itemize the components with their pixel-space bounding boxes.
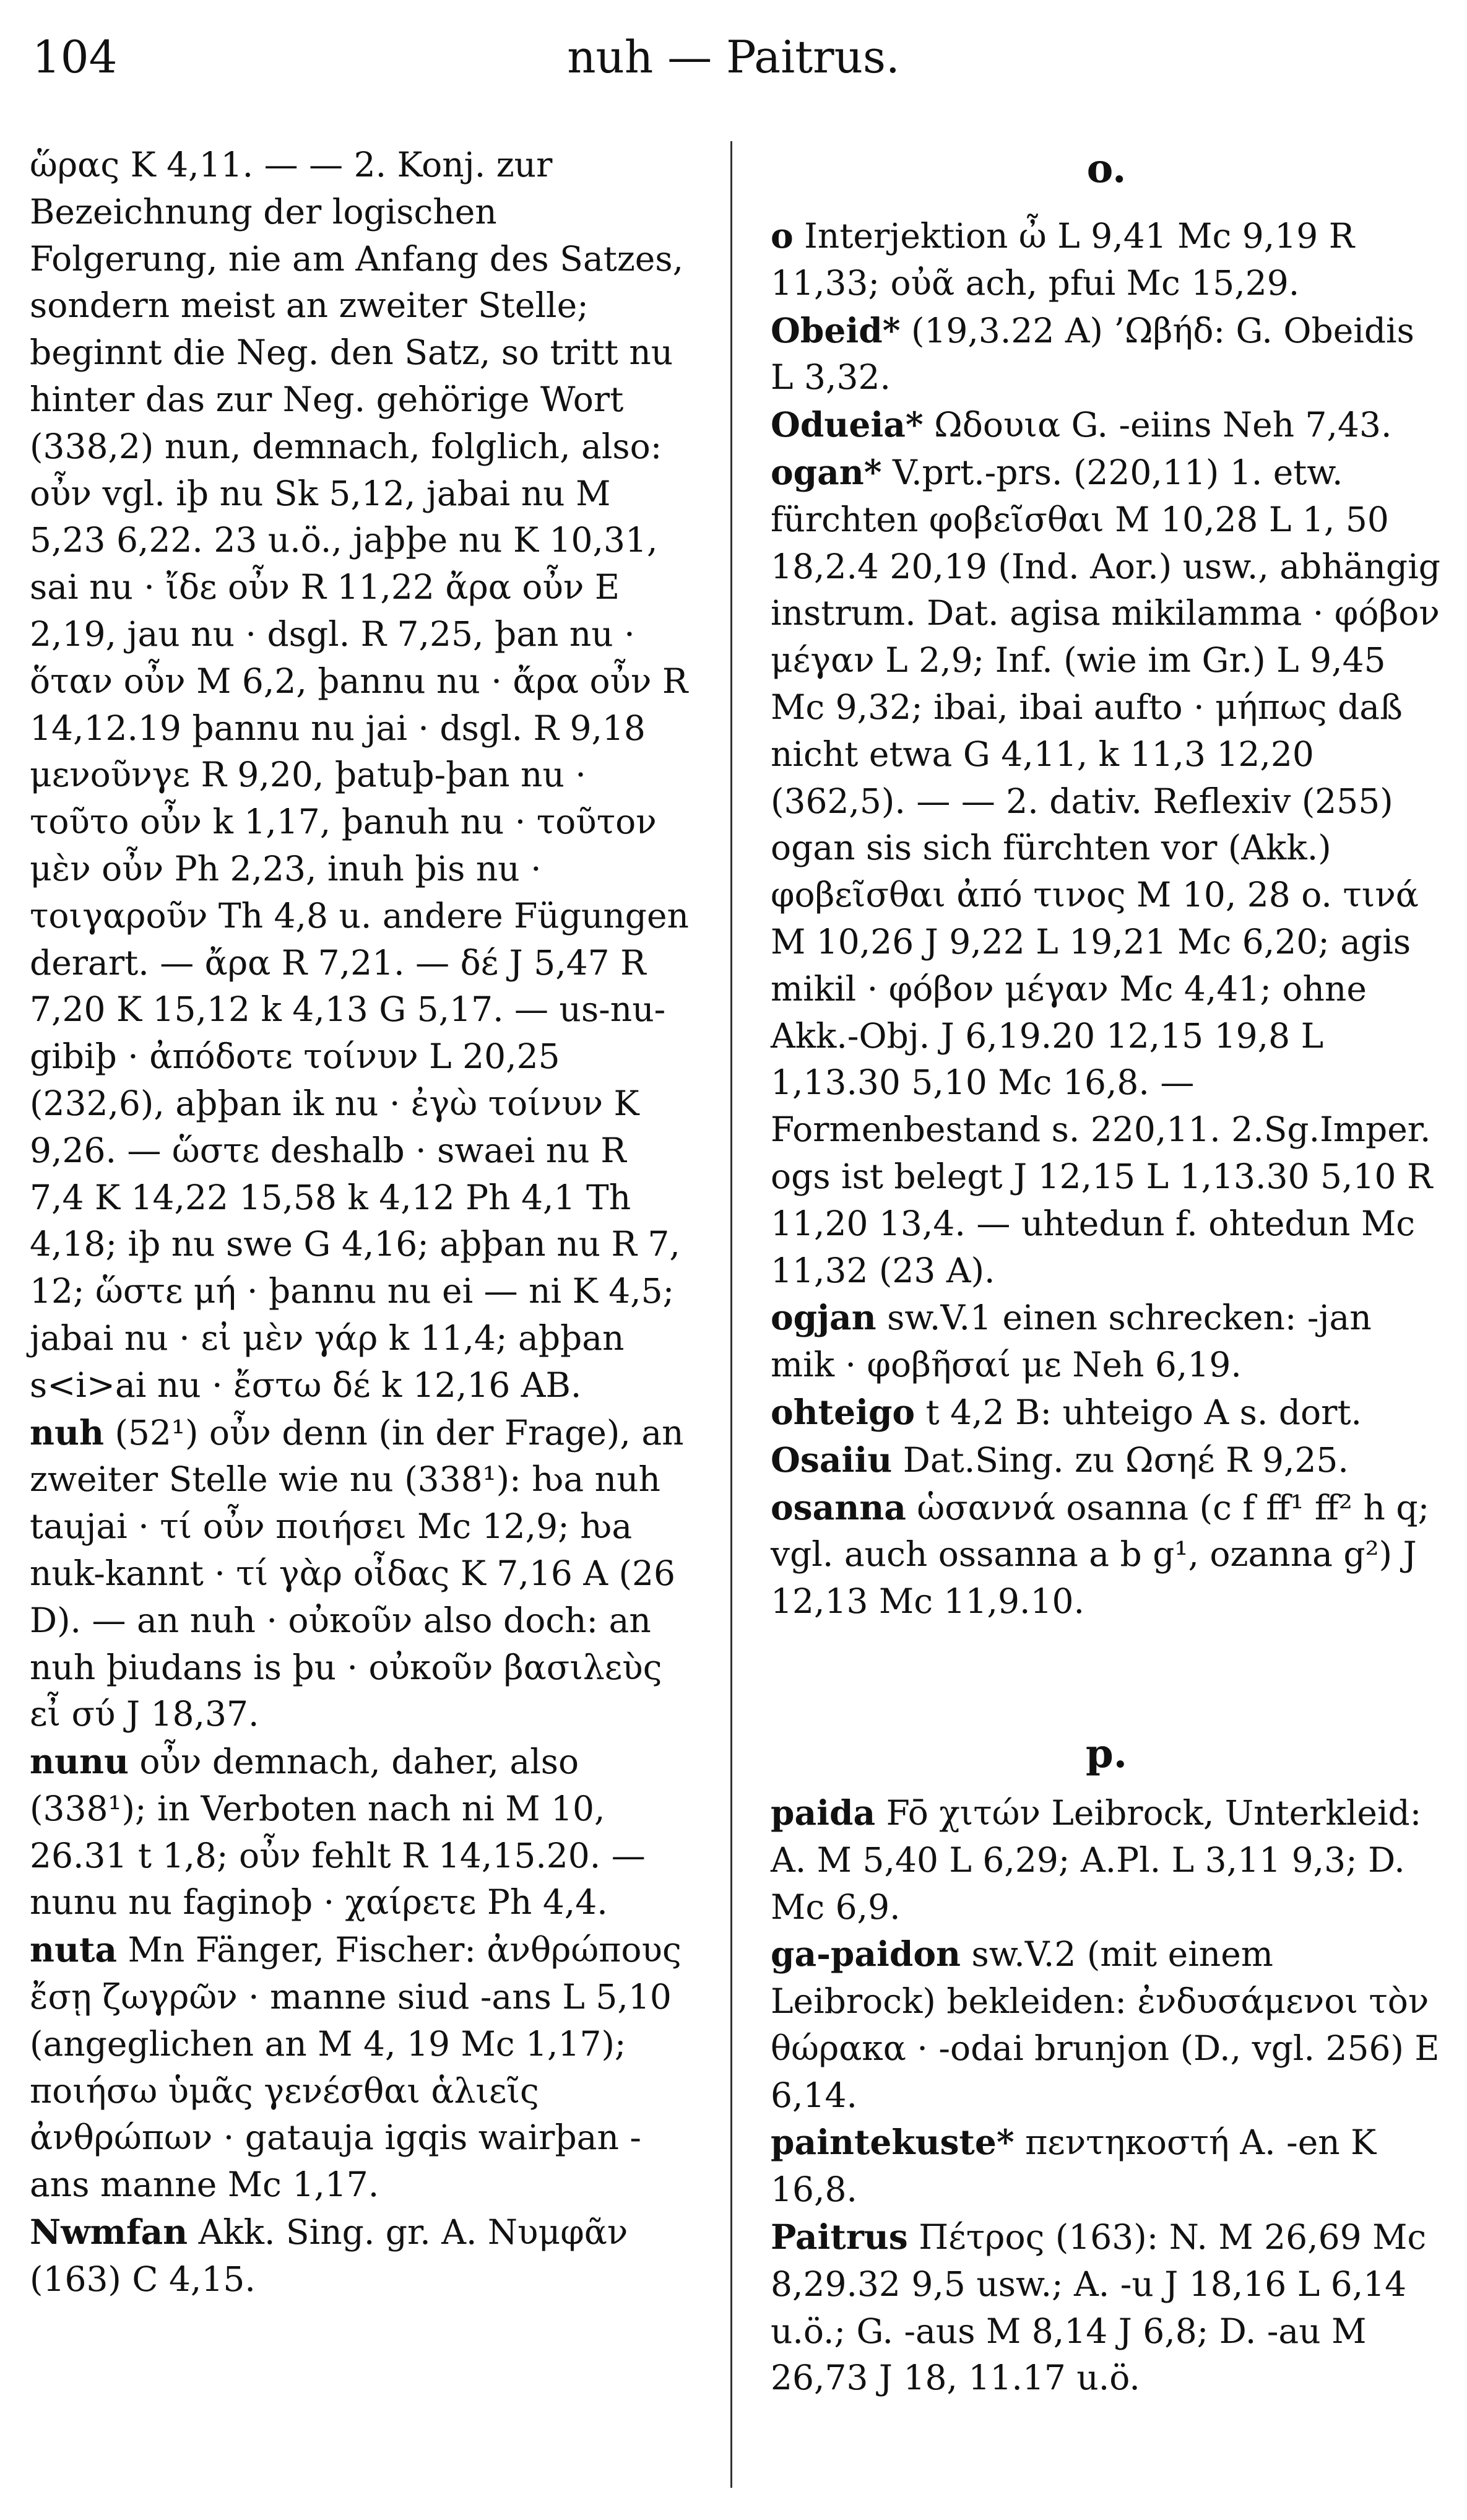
headword: Odueia* [771, 404, 924, 445]
entry-text: Interjektion ὦ L 9,41 Mc 9,19 R 11,33; οὐᾶ ach, pfui Mc 15,29. [771, 216, 1355, 303]
left-column [30, 141, 689, 2303]
dictionary-entry [771, 1389, 1442, 1436]
headword: nuh [30, 1412, 104, 1453]
dictionary-entry [30, 141, 689, 1409]
entry-text: Dat.Sing. zu Ωσηέ R 9,25. [892, 1440, 1349, 1480]
entry-text: Akk. Sing. gr. A. Νυμφᾶν (163) C 4,15. [30, 2212, 628, 2299]
headword: Osaiiu [771, 1439, 893, 1480]
dictionary-entry [771, 2214, 1442, 2402]
headword: osanna [771, 1487, 906, 1527]
entry-text: Mn Fänger, Fischer: ἀνθρώπους ἔσῃ ζωγρῶν · manne siud -ans L 5,10 (angeglichen an M 4, 19 Mc 1,17); ποιήσω ὑμᾶς γενέσθαι ἁλιεῖς ἀνθρώπων · gatauja igqis wairþan -ans manne Mc 1,17. [30, 1930, 682, 2205]
dictionary-entry [771, 1484, 1442, 1625]
page-header [0, 0, 1467, 93]
headword: ohteigo [771, 1391, 915, 1432]
dictionary-entry [771, 1436, 1442, 1484]
entry-text: ὡσαννά osanna (c f ff¹ ff² h q; vgl. auch ossanna a b g¹, ozanna g²) J 12,13 Mc 11,9.10. [771, 1487, 1430, 1622]
headword: ga-paidon [771, 1934, 961, 1975]
running-head: nuh — Paitrus. [567, 31, 900, 83]
dictionary-entry [771, 1931, 1442, 2119]
right-column [771, 141, 1442, 2402]
headword: nuta [30, 1929, 118, 1970]
dictionary-entry [771, 307, 1442, 402]
entry-text: οὖν demnach, daher, also (338¹); in Verboten nach ni M 10, 26.31 t 1,8; οὖν fehlt R 14,15.20. — nunu nu faginoþ · χαίρετε Ph 4,4. [30, 1742, 646, 1923]
section-heading-p: p. [1085, 1730, 1128, 1777]
dictionary-entry [30, 1738, 689, 1926]
section-heading-o: o. [1086, 146, 1127, 192]
entry-text: Ωδουια G. -eiins Neh 7,43. [923, 405, 1392, 445]
entry-text: Fō χιτών Leibrock, Unterkleid: A. M 5,40 L 6,29; A.Pl. L 3,11 9,3; D. Mc 6,9. [771, 1792, 1422, 1927]
dictionary-entry [771, 401, 1442, 449]
dictionary-entry [30, 1409, 689, 1739]
headword: ogjan [771, 1297, 876, 1338]
headword: paintekuste* [771, 2122, 1015, 2163]
entry-text: (52¹) οὖν denn (in der Frage), an zweiter Stelle wie nu (338¹): ƕa nuh taujai · τί οὖν ποιήσει Mc 12,9; ƕa nuk-kannt · τί γὰρ οἶδας K 7,16 A (26 D). — an nuh · οὐκοῦν also doch: an nuh þiudans is þu · οὐκοῦν βασιλεὺς εἶ σύ J 18,37. [30, 1412, 684, 1734]
entry-text: ὥρας K 4,11. — — 2. Konj. zur Bezeichnung der logischen Folgerung, nie am Anfang des Satzes, sondern meist an zweiter Stelle; beginnt die Neg. den Satz, so tritt nu hinter das zur Neg. gehörige Wort (338,2) nun, demnach, folglich, also: οὖν vgl. iþ nu Sk 5,12, jabai nu M 5,23 6,22. 23 u.ö., jaþþe nu K 10,31, sai nu · ἴδε οὖν R 11,22 ἄρα οὖν E 2,19, jau nu · dsgl. R 7,25, þan nu · ὅταν οὖν M 6,2, þannu nu · ἄρα οὖν R 14,12.19 þannu nu jai · dsgl. R 9,18 μενοῦνγε R 9,20, þatuþ-þan nu · τοῦτο οὖν k 1,17, þanuh nu · τοῦτον μὲν οὖν Ph 2,23, inuh þis nu · τοιγαροῦν Th 4,8 u. andere Fügungen derart. — ἄρα R 7,21. — δέ J 5,47 R 7,20 K 15,12 k 4,13 G 5,17. — us-nu-gibiþ · ἀπόδοτε τοίνυν L 20,25 (232,6), aþþan ik nu · ἐγὼ τοίνυν K 9,26. — ὥστε deshalb · swaei nu R 7,4 K 14,22 15,58 k 4,12 Ph 4,1 Th 4,18; iþ nu swe G 4,16; aþþan nu R 7, 12; ὥστε μή · þannu nu ei — ni K 4,5; jabai nu · εἰ μὲν γάρ k 11,4; aþþan s<i>ai nu · ἔστω δέ k 12,16 AB. [30, 145, 689, 1405]
headword: o [771, 215, 794, 256]
entry-text: sw.V.2 (mit einem Leibrock) bekleiden: ἐνδυσάμενοι τὸν θώρακα · -odai brunjon (D., vgl. 256) E 6,14. [771, 1934, 1440, 2115]
entry-text: sw.V.1 einen schrecken: -jan mik · φοβῆσαί με Neh 6,19. [771, 1298, 1372, 1385]
entry-text: t 4,2 B: uhteigo A s. dort. [915, 1392, 1362, 1432]
dictionary-entry [30, 1926, 689, 2209]
entry-text: V.prt.-prs. (220,11) 1. etw. fürchten φοβεῖσθαι M 10,28 L 1, 50 18,2.4 20,19 (Ind. Aor.) usw., abhängig instrum. Dat. agisa mikilamma · φόβον μέγαν L 2,9; Inf. (wie im Gr.) L 9,45 Mc 9,32; ibai, ibai aufto · μήπως daß nicht etwa G 4,11, k 11,3 12,20 (362,5). — — 2. dativ. Reflexiv (255) ogan sis sich fürchten vor (Akk.) φοβεῖσθαι ἀπό τινος M 10, 28 o. τινά M 10,26 J 9,22 L 19,21 Mc 6,20; agis mikil · φόβον μέγαν Mc 4,41; ohne Akk.-Obj. J 6,19.20 12,15 19,8 L 1,13.30 5,10 Mc 16,8. — Formenbestand s. 220,11. 2.Sg.Imper. ogs ist belegt J 12,15 L 1,13.30 5,10 R 11,20 13,4. — uhtedun f. ohtedun Mc 11,32 (23 A). [771, 452, 1440, 1290]
entry-text: πεντηκοστή A. -en K 16,8. [771, 2122, 1377, 2210]
headword: Paitrus [771, 2217, 908, 2257]
headword: nunu [30, 1741, 129, 1782]
dictionary-entry [771, 2119, 1442, 2214]
entry-text: (19,3.22 A) ’Ωβήδ: G. Obeidis L 3,32. [771, 310, 1414, 398]
headword: ogan* [771, 451, 882, 492]
entry-text: Πέτρος (163): N. M 26,69 Mc 8,29.32 9,5 usw.; A. -u J 18,16 L 6,14 u.ö.; G. -aus M 8,14 J 6,8; D. -au M 26,73 J 18, 11.17 u.ö. [771, 2217, 1427, 2398]
column-divider [730, 141, 732, 2488]
dictionary-entry [771, 1294, 1442, 1389]
dictionary-entry [30, 2209, 689, 2303]
headword: Nwmfan [30, 2212, 188, 2253]
dictionary-entry [771, 1789, 1442, 1931]
dictionary-entry [771, 212, 1442, 307]
dictionary-entry [771, 449, 1442, 1294]
page-number: 104 [32, 31, 118, 83]
headword: Obeid* [771, 310, 901, 350]
headword: paida [771, 1792, 876, 1833]
